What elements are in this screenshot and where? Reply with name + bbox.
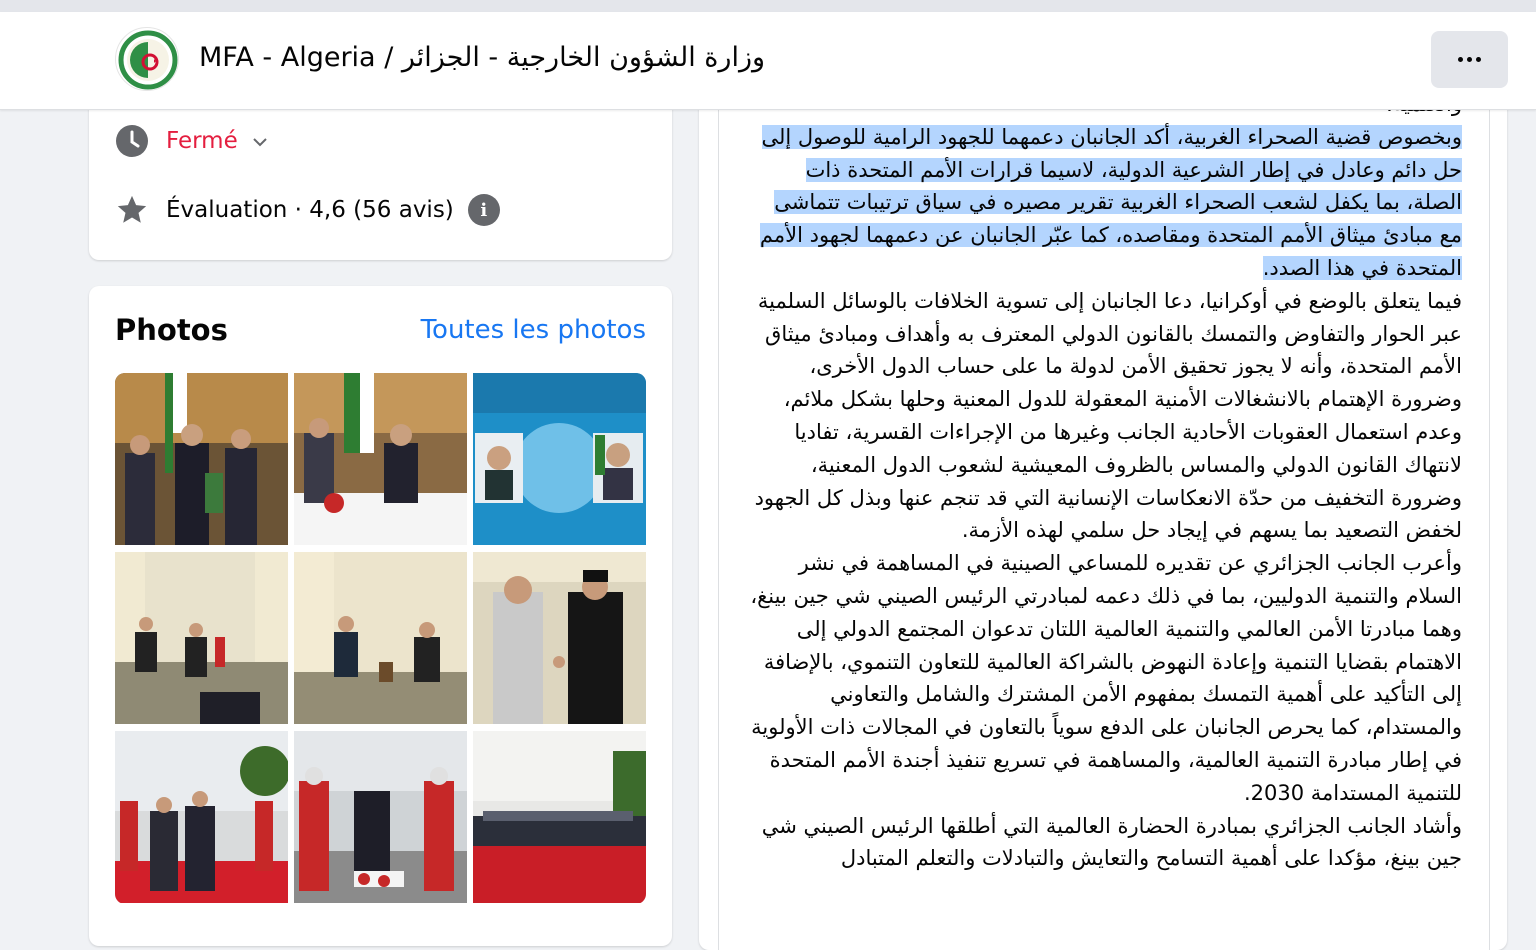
rating-row: [115, 193, 500, 227]
star-icon: [115, 193, 149, 227]
post-paragraph: وأشاد الجانب الجزائري بمبادرة الحضارة العالمية التي أطلقها الرئيس الصيني شي جين بينغ، مؤكدا على أهمية التسامح والتعايش والتبادلات والتعلم المتبادل: [761, 813, 1462, 871]
post-paragraph: وأعرب الجانب الجزائري عن تقديره للمساعي الصينية في المساهمة في نشر السلام والتنمية الدوليين، بما في ذلك دعمه لمبادرتي الرئيس الصيني شي جين بينغ، وهما مبادرتا الأمن العالمي والتنمية العالمية اللتان تدعوان المجتمع الدولي إلى الاهتمام بقضايا التنمية وإعادة النهوض بالشراكة العالمية للتعاون التنموي، بالإضافة إلى التأكيد على أهمية التمسك بمفهوم الأمن المشترك والشامل والتعاوني والمستدام، كما يحرص الجانبان على الدفع سوياً بالتعاون في المجالات ذات الأولوية في إطار مبادرة التنمية العالمية، والمساهمة في تسريع تنفيذ أجندة الأمم المتحدة للتنمية المستدامة 2030.: [750, 551, 1462, 805]
post-paragraph: فيما يتعلق بالوضع في أوكرانيا، دعا الجانبان إلى تسوية الخلافات بالوسائل السلمية عبر الحوار والتفاوض والتمسك بالقانون الدولي المعترف به وأهداف ومبادئ ميثاق الأمم المتحدة، وأنه لا يجوز تحقيق الأمن لدولة ما على حساب الدول الأخرى، وضرورة الإهتمام بالانشغالات الأمنية المعقولة للدول المعنية وحلها بشكل ملائم، وعدم استعمال العقوبات الأحادية الجانب وغيرها من الإجراءات القسرية، تفاديا لانتهاك القانون الدولي والمساس بالظروف المعيشية لشعوب الدول المعنية، وضرورة التخفيف من حدّة الانعكاسات الإنسانية التي قد تنجم عنها وبذل كل الجهود لخفض التصعيد بما يسهم في إيجاد حل سلمي لهذه الأزمة.: [754, 288, 1462, 543]
photo-thumbnail[interactable]: [294, 731, 467, 903]
post-card: [699, 90, 1507, 950]
clock-icon: [115, 124, 149, 158]
photo-thumbnail[interactable]: [294, 373, 467, 545]
photo-thumbnail[interactable]: [115, 552, 288, 724]
page-info-card: [89, 90, 672, 260]
post-text: [749, 90, 1462, 875]
photos-card: [89, 286, 672, 946]
photos-title: Photos: [115, 313, 228, 347]
hours-status[interactable]: Fermé: [166, 128, 238, 154]
photo-thumbnail[interactable]: [473, 373, 646, 545]
photo-thumbnail[interactable]: [294, 552, 467, 724]
text-selection: وبخصوص قضية الصحراء الغربية، أكد الجانبان دعمهما للجهود الرامية للوصول إلى حل دائم وعادل في إطار الشرعية الدولية، لاسيما قرارات الأمم المتحدة ذات الصلة، بما يكفل لشعب الصحراء الغربية تقرير مصيره في سياق ترتيبات تتماشى مع مبادئ ميثاق الأمم المتحدة ومقاصده، كما عبّر الجانبان عن دعمهما لجهود الأمم المتحدة في هذا الصدد.: [759, 124, 1462, 280]
photo-thumbnail[interactable]: [473, 731, 646, 903]
hours-row[interactable]: [115, 124, 268, 158]
page-logo[interactable]: [115, 27, 179, 91]
page-header: [0, 12, 1536, 110]
photo-grid: [115, 373, 646, 904]
post-paragraph-highlighted: [749, 121, 1462, 285]
rating-text: Évaluation · 4,6 (56 avis): [166, 197, 454, 223]
browser-top-strip: [0, 0, 1536, 12]
more-options-button[interactable]: [1431, 31, 1508, 88]
photo-thumbnail[interactable]: [115, 731, 288, 903]
chevron-down-icon[interactable]: [252, 132, 268, 151]
ellipsis-icon: [1458, 57, 1481, 62]
photo-thumbnail[interactable]: [473, 552, 646, 724]
see-all-photos-link[interactable]: Toutes les photos: [420, 315, 646, 345]
photo-thumbnail[interactable]: [115, 373, 288, 545]
info-icon[interactable]: i: [468, 194, 500, 226]
post-body: [718, 90, 1490, 950]
page-title[interactable]: وزارة الشؤون الخارجية - الجزائر / MFA - Algeria: [199, 42, 766, 73]
